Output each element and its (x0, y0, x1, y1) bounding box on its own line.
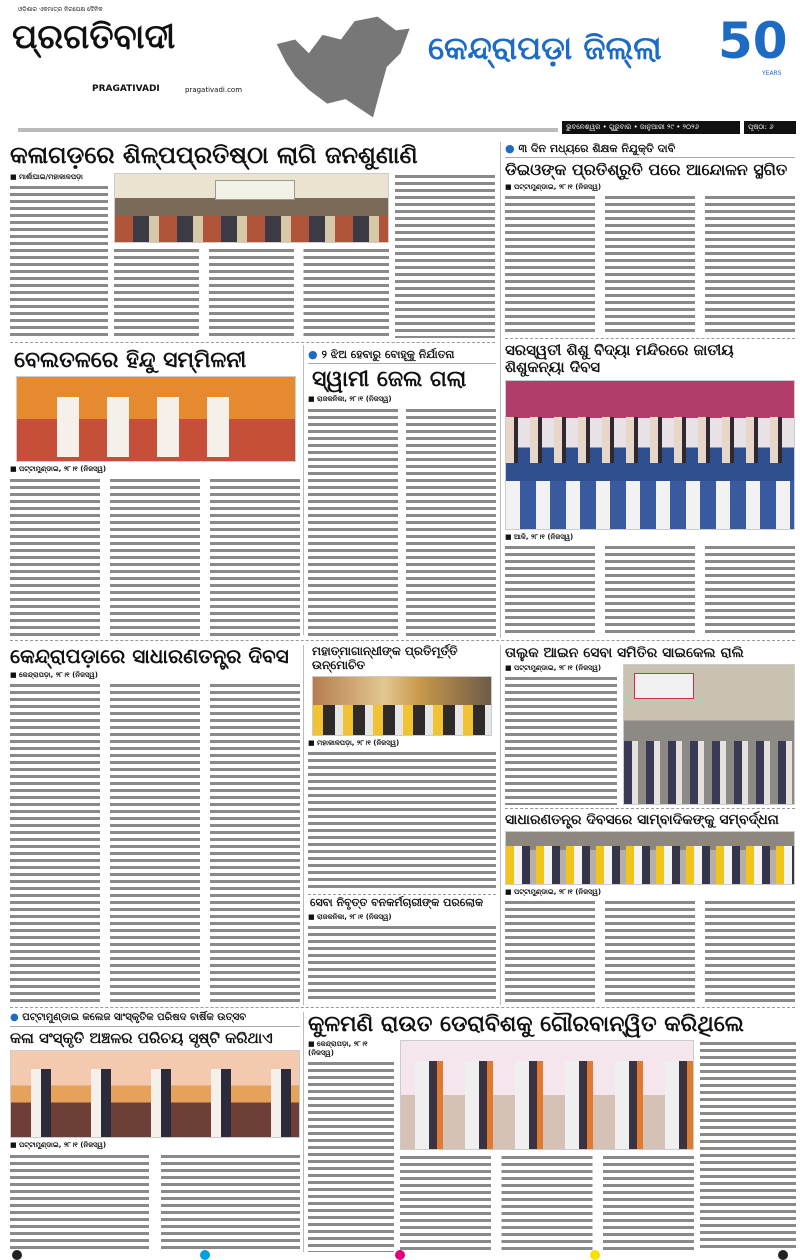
registration-mark (395, 1250, 405, 1260)
logo-latin: PRAGATIVADI (92, 84, 160, 94)
newspaper-logo[interactable]: ପ୍ରଗତିବାଦୀ (12, 17, 176, 57)
kicker: ● ୨ ଝିଅ ହେବାରୁ ବୋହୂକୁ ନିର୍ଯାତନା (308, 348, 496, 364)
website: pragativadi.com (185, 86, 243, 94)
story-husband-jailed (308, 348, 496, 636)
kicker: ● ପଟ୍ଟାମୁଣ୍ଡାଇ କଲେଜ ସାଂସ୍କୃତିକ ପରିଷଦ ବାର୍ଷିକ ଉତ୍ସବ (10, 1012, 300, 1027)
photo-sammilani (16, 376, 296, 462)
byline: ■ ପଟ୍ଟାମୁଣ୍ଡାଇ, ୨୮।୧ (ନିଜସ୍ୱ) (505, 888, 602, 897)
registration-mark (778, 1250, 788, 1260)
masthead (0, 0, 800, 138)
byline: ■ ରାଜକନିକା, ୨୮।୧ (ନିଜସ୍ୱ) (308, 912, 392, 921)
district-title: କେନ୍ଦ୍ରାପଡ଼ା ଜିଲ୍ଲା (428, 29, 662, 67)
headline: ସରସ୍ୱତୀ ଶିଶୁ ବିଦ୍ୟା ମନ୍ଦିରରେ ଜାତୀୟ ଶିଶୁକନ୍ୟା ଦିବସ (505, 341, 734, 377)
byline: ■ ଆଳି, ୨୮।୧ (ନିଜସ୍ୱ) (505, 532, 574, 541)
byline: ■ ମହାକାଳପଡ଼ା, ୨୮।୧ (ନିଜସ୍ୱ) (308, 738, 400, 747)
byline: ■ ପଟ୍ଟାମୁଣ୍ଡାଇ, ୨୮।୧ (ନିଜସ୍ୱ) (10, 1141, 107, 1150)
byline: ■ କେନ୍ଦ୍ରାପଡ଼ା, ୨୮।୧ (ନିଜସ୍ୱ) (10, 671, 98, 679)
story-republic-day-kendrapara (10, 645, 300, 1003)
district-map-icon (268, 12, 423, 122)
byline: ■ ପଟ୍ଟାମୁଣ୍ଡାଇ, ୨୮।୧ (ନିଜସ୍ୱ) (505, 182, 602, 191)
headline: ମହାତ୍ମାଗାନ୍ଧୀଙ୍କ ପ୍ରତିମୂର୍ତ୍ତି ଉନ୍ମୋଚିତ (312, 644, 458, 672)
tagline: ଓଡ଼ିଶାର ଏକମାତ୍ର ନିରପେକ୍ଷ ଦୈନିକ (18, 6, 103, 13)
story-college-cultural-fest (10, 1012, 300, 1252)
photo-school-students (505, 380, 795, 530)
dateline: ଭୁବନେଶ୍ୱର • ଗୁରୁବାର • ଜାନୁଆରୀ ୨୯ • ୨୦୨୬ (562, 121, 740, 134)
story-hindu-sammilani (10, 348, 300, 636)
story-cycle-rally (505, 645, 795, 805)
story-teacher-demand (505, 142, 795, 335)
headline: କଳା ସଂସ୍କୃତି ଅଞ୍ଚଳର ପରିଚୟ ସୃଷ୍ଟି କରିଥାଏ (10, 1029, 273, 1047)
story-forest-employee-obituary (308, 897, 496, 1003)
story-girl-child-day (505, 342, 795, 636)
registration-mark (12, 1250, 22, 1260)
kicker: ● ୩ ଦିନ ମଧ୍ୟରେ ଶିକ୍ଷକ ନିଯୁକ୍ତି ଦାବି (505, 142, 795, 158)
byline: ■ କେନ୍ଦ୍ରାପଡ଼ା, ୨୮।୧ (ନିଜସ୍ୱ) (308, 1040, 368, 1057)
photo-felicitation (505, 831, 795, 885)
page-number: ପୃଷ୍ଠା: ୬ (744, 121, 796, 134)
photo-kulamani-event (400, 1040, 694, 1150)
headline: ବେଲତଳରେ ହିନ୍ଦୁ ସମ୍ମିଳନୀ (14, 348, 247, 373)
headline: ସେବା ନିବୃତ୍ତ ବନକର୍ମଚାରୀଙ୍କ ପରଲୋକ (310, 896, 484, 909)
headline: କେନ୍ଦ୍ରାପଡ଼ାରେ ସାଧାରଣତନ୍ତ୍ର ଦିବସ (10, 644, 289, 668)
photo-cultural-fest (10, 1050, 300, 1138)
masthead-rule (18, 128, 558, 132)
byline: ■ ପଟ୍ଟାମୁଣ୍ଡାଇ, ୨୮।୧ (ନିଜସ୍ୱ) (505, 664, 602, 673)
photo-cycle-rally (623, 664, 795, 805)
byline: ■ ରାଜକନିକା, ୨୮।୧ (ନିଜସ୍ୱ) (308, 395, 392, 404)
story-journalist-felicitation (505, 812, 795, 1003)
headline: ତାଲୁକ ଆଇନ ସେବା ସମିତିର ସାଇକେଲ ରାଲି (505, 645, 744, 661)
headline: ଡିଇଓଙ୍କ ପ୍ରତିଶ୍ରୁତି ପରେ ଆନ୍ଦୋଳନ ସ୍ଥଗିତ (505, 160, 788, 180)
anniversary-logo: 50 YEARS (718, 12, 788, 77)
headline: କଳାଗଡ଼ରେ ଶିଳ୍ପପ୍ରତିଷ୍ଠା ଲାଗି ଜନଶୁଣାଣି (10, 141, 418, 169)
headline: ସାଧାରଣତନ୍ତ୍ର ଦିବସରେ ସାମ୍ବାଦିକଙ୍କୁ ସମ୍ବର୍ଦ୍ଧନା (505, 812, 779, 828)
byline: ■ ମାର୍ଶାଘାଇ/ମହାକାଳପଡ଼ା (10, 172, 83, 181)
headline: କୁଳମଣି ରାଉତ ଡେରାବିଶକୁ ଗୌରବାନ୍ୱିତ କରିଥିଲେ (308, 1012, 744, 1037)
story-industrial-hearing (10, 142, 495, 338)
photo-public-hearing (114, 173, 389, 243)
headline: ସ୍ୱାମୀ ଜେଲ ଗଲା (312, 367, 467, 393)
registration-mark (200, 1250, 210, 1260)
story-kulamani-rout (308, 1012, 796, 1252)
photo-gandhi-statue (312, 676, 492, 736)
byline: ■ ପଟ୍ଟାମୁଣ୍ଡାଇ, ୨୮।୧ (ନିଜସ୍ୱ) (10, 465, 107, 474)
story-gandhi-statue (308, 645, 496, 891)
registration-mark (590, 1250, 600, 1260)
